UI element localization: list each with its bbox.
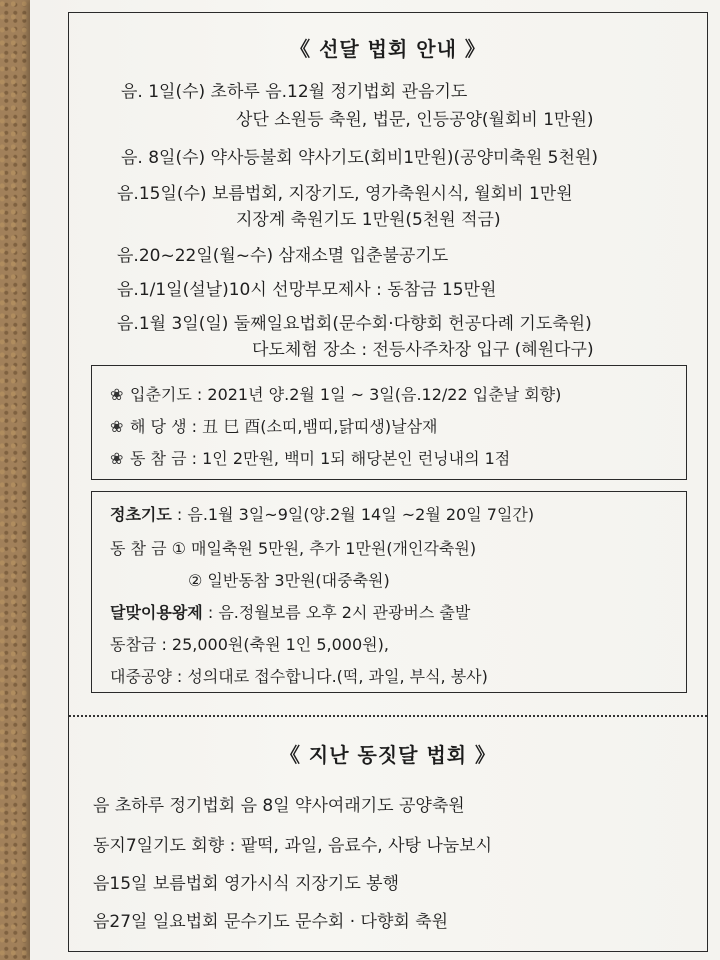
- flower-icon: ❀: [110, 449, 124, 468]
- dalmaji-label: 달맞이용왕제: [110, 603, 203, 622]
- ipchun-row: [110, 414, 438, 437]
- flower-icon: ❀: [110, 385, 124, 404]
- dalmaji-row: [110, 600, 470, 623]
- notice-line: 다도체험 장소 : 전등사주차장 입구 (혜원다구): [252, 340, 594, 360]
- notice-line: 음.15일(수) 보름법회, 지장기도, 영가축원시식, 월회비 1만원: [117, 184, 573, 204]
- notice-line: 음.1월 3일(일) 둘째일요법회(문수회·다향회 헌공다례 기도축원): [117, 314, 592, 334]
- section-title-past: 《 지난 동짓달 법회 》: [279, 743, 497, 767]
- jeongcho-info-box: [91, 491, 687, 693]
- notice-line: 상단 소원등 축원, 법문, 인등공양(월회비 1만원): [236, 110, 594, 130]
- paper-sheet: [30, 0, 720, 960]
- notice-line: 음. 1일(수) 초하루 음.12월 정기법회 관음기도: [121, 82, 468, 102]
- ipchun-row-text: 입춘기도 : 2021년 양.2월 1일 ~ 3일(음.12/22 입춘날 회향): [130, 385, 562, 404]
- jeongcho-fee-row: ② 일반동참 3만원(대중축원): [188, 571, 390, 590]
- past-line: 동지7일기도 회향 : 팥떡, 과일, 음료수, 사탕 나눔보시: [93, 836, 493, 856]
- notice-frame: [68, 12, 708, 952]
- jeongcho-row: [110, 502, 534, 525]
- daejung-gongyang-row: 대중공양 : 성의대로 접수합니다.(떡, 과일, 부식, 봉사): [110, 667, 488, 686]
- ipchun-info-box: [91, 365, 687, 480]
- ipchun-row-text: 동 참 금 : 1인 2만원, 백미 1되 해당본인 런닝내의 1점: [130, 449, 511, 468]
- dalmaji-text: : 음.정월보름 오후 2시 관광버스 출발: [202, 603, 471, 622]
- section-title-seondal: 《 선달 법회 안내 》: [290, 37, 486, 61]
- notice-line: 음.1/1일(설날)10시 선망부모제사 : 동참금 15만원: [117, 280, 497, 300]
- past-line: 음15일 보름법회 영가시식 지장기도 봉행: [93, 874, 399, 894]
- section-divider: [69, 715, 707, 717]
- notice-line: 음. 8일(수) 약사등불회 약사기도(회비1만원)(공양미축원 5천원): [121, 148, 598, 168]
- notice-line: 음.20~22일(월~수) 삼재소멸 입춘불공기도: [117, 246, 449, 266]
- jeongcho-text: : 음.1월 3일~9일(양.2월 14일 ~2월 20일 7일간): [171, 505, 535, 524]
- ipchun-row-text: 해 당 생 : 丑 巳 酉(소띠,뱀띠,닭띠생)날삼재: [130, 417, 438, 436]
- jeongcho-fee-row: 동 참 금 ① 매일축원 5만원, 추가 1만원(개인각축원): [110, 539, 477, 558]
- past-line: 음 초하루 정기법회 음 8일 약사여래기도 공양축원: [93, 796, 465, 816]
- dalmaji-fee-row: 동참금 : 25,000원(축원 1인 5,000원),: [110, 635, 389, 654]
- flower-icon: ❀: [110, 417, 124, 436]
- past-line: 음27일 일요법회 문수기도 문수회 · 다향회 축원: [93, 912, 449, 932]
- notice-line: 지장계 축원기도 1만원(5천원 적금): [236, 210, 501, 230]
- ipchun-row: [110, 446, 510, 469]
- ipchun-row: [110, 382, 561, 405]
- jeongcho-label: 정초기도: [110, 505, 172, 524]
